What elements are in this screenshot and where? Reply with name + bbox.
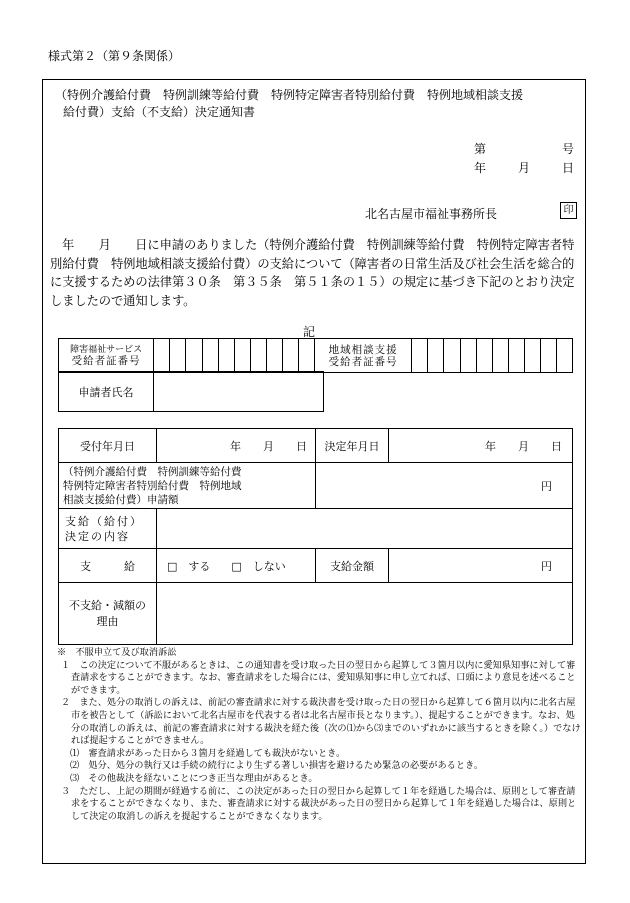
reason-label-2: 理由 bbox=[96, 614, 119, 628]
reason-label-1: 不支給・減額の bbox=[69, 598, 146, 612]
applicant-name-label: 申請者氏名 bbox=[59, 372, 154, 412]
appeal-notes bbox=[57, 647, 581, 823]
service-cert-label bbox=[59, 339, 154, 373]
issuing-office: 北名古屋市福祉事務所長 bbox=[365, 207, 498, 221]
application-amount-label bbox=[59, 463, 316, 509]
notes-header: ※ 不服申立て及び取消訴訟 bbox=[57, 647, 177, 658]
service-cert-label-1: 障害福祉サービス bbox=[70, 344, 143, 355]
service-digit-box[interactable] bbox=[234, 339, 250, 373]
note-2-sub-2: ⑵ 処分、処分の執行又は手続の続行により生ずる著しい損害を避けるため緊急の必要があるとき。 bbox=[70, 760, 484, 772]
reason-field[interactable] bbox=[157, 583, 573, 645]
consult-digit-box[interactable] bbox=[444, 339, 460, 373]
date-month: 月 bbox=[517, 161, 530, 175]
number-dai: 第 bbox=[474, 142, 487, 156]
service-digit-box[interactable] bbox=[298, 339, 314, 373]
note-2-sub-3: ⑶ その他裁決を経ないことにつき正当な理由があるとき。 bbox=[70, 772, 318, 784]
service-digit-box[interactable] bbox=[266, 339, 282, 373]
payment-amount-label: 支給金額 bbox=[316, 549, 389, 583]
seal-mark: 印 bbox=[560, 202, 577, 219]
consult-digit-box[interactable] bbox=[428, 339, 444, 373]
consult-digit-box[interactable] bbox=[540, 339, 556, 373]
amount-label-line-3: 相談支援給付費）申請額 bbox=[63, 493, 179, 506]
form-label: 様式第２（第９条関係） bbox=[48, 49, 181, 63]
payment-no-checkbox[interactable]: □ しない bbox=[231, 559, 286, 573]
service-digit-box[interactable] bbox=[250, 339, 266, 373]
receipt-date-label: 受付年月日 bbox=[59, 429, 157, 463]
application-amount-field[interactable] bbox=[316, 463, 573, 509]
amount-label-line-2: 特例特定障害者特別給付費 特例地域 bbox=[63, 479, 242, 492]
service-cert-label-2: 受給者証番号 bbox=[71, 354, 141, 367]
service-digit-box[interactable] bbox=[154, 339, 170, 373]
consult-digit-box[interactable] bbox=[508, 339, 524, 373]
title-line-1: （特例介護給付費 特例訓練等給付費 特例特定障害者特別給付費 特例地域相談支援 bbox=[55, 88, 524, 102]
service-digit-box[interactable] bbox=[186, 339, 202, 373]
document-title bbox=[55, 87, 580, 121]
notice-body: 年 月 日に申請のありました（特例介護給付費 特例訓練等給付費 特例特定障害者特別給付費 特例地域相談支援給付費）の支給について（障害者の日常生活及び社会生活を総合的に支援するための法律第３０条 第３５条 第５１条の１５）の規定に基づき下記のとおり決定しましたので通知します。 bbox=[50, 238, 575, 308]
decision-date-field[interactable]: 年 月 日 bbox=[389, 429, 573, 463]
note-2: ２ また、処分の取消しの訴えは、前記の審査請求に対する裁決書を受け取った日の翌日から起算して６箇月以内に北名古屋市を被告として（訴訟において北名古屋市を代表する者は北名古屋市長となります。）、提起することができます。なお、処分の取消しの訴えは、前記の審査請求に対する裁決を経た後（次の⑴から⑶までのいずれかに該当するときを除く。）でなければ提起することができません。 bbox=[61, 697, 581, 747]
amount-label-line-1: （特例介護給付費 特例訓練等給付費 bbox=[63, 465, 242, 478]
reason-label bbox=[59, 583, 157, 645]
receipt-date-field[interactable]: 年 月 日 bbox=[157, 429, 316, 463]
decision-date-label: 決定年月日 bbox=[316, 429, 389, 463]
note-1: １ この決定について不服があるときは、この通知書を受け取った日の翌日から起算して３箇月以内に愛知県知事に対して審査請求をすることができます。なお、審査請求をした場合には、愛知県知事に申し立てれば、口頭により意見を述べることができます。 bbox=[61, 659, 576, 696]
consult-cert-label-2: 受給者証番号 bbox=[328, 355, 398, 368]
service-digit-box[interactable] bbox=[170, 339, 186, 373]
consult-digit-box[interactable] bbox=[524, 339, 540, 373]
decision-content-field[interactable] bbox=[157, 509, 573, 549]
title-line-2: 給付費）支給（不支給）決定通知書 bbox=[63, 105, 256, 119]
service-digit-box[interactable] bbox=[282, 339, 298, 373]
decision-content-label-2: 決定の内容 bbox=[65, 529, 130, 543]
ki-heading: 記 bbox=[303, 325, 316, 339]
decision-content-label-1: 支給（給付） bbox=[65, 514, 143, 528]
document-number-block bbox=[474, 140, 574, 178]
payment-amount-field[interactable] bbox=[389, 549, 573, 583]
certificate-number-table bbox=[58, 338, 573, 373]
consult-cert-label bbox=[314, 339, 411, 373]
payment-options bbox=[157, 549, 316, 583]
consult-digit-box[interactable] bbox=[492, 339, 508, 373]
payment-yes-checkbox[interactable]: □ する bbox=[167, 559, 211, 573]
consult-digit-box[interactable] bbox=[476, 339, 492, 373]
consult-digit-box[interactable] bbox=[556, 339, 572, 373]
consult-digit-box[interactable] bbox=[412, 339, 428, 373]
applicant-name-table bbox=[58, 371, 324, 412]
service-digit-box[interactable] bbox=[218, 339, 234, 373]
decision-content-label bbox=[59, 509, 157, 549]
consult-digit-box[interactable] bbox=[460, 339, 476, 373]
consult-cert-label-1: 地域相談支援 bbox=[328, 343, 398, 356]
service-digit-box[interactable] bbox=[202, 339, 218, 373]
applicant-name-field[interactable] bbox=[154, 372, 324, 412]
number-go: 号 bbox=[561, 142, 574, 156]
payment-label: 支 給 bbox=[59, 549, 157, 583]
decision-details-table bbox=[58, 428, 573, 645]
note-3: ３ ただし、上記の期間が経過する前に、この決定があった日の翌日から起算して１年を経過した場合は、原則として審査請求をすることができなくなり、また、審査請求に対する裁決があった日の翌日から起算して１年を経過した場合は、原則として決定の取消しの訴えを提起することができなくなります。 bbox=[61, 785, 577, 822]
date-day: 日 bbox=[561, 161, 574, 175]
yen-label: 円 bbox=[541, 479, 552, 493]
note-2-sub-1: ⑴ 審査請求があった日から３箇月を経過しても裁決がないとき。 bbox=[70, 747, 346, 759]
date-year: 年 bbox=[474, 161, 487, 175]
yen-label: 円 bbox=[541, 559, 552, 573]
